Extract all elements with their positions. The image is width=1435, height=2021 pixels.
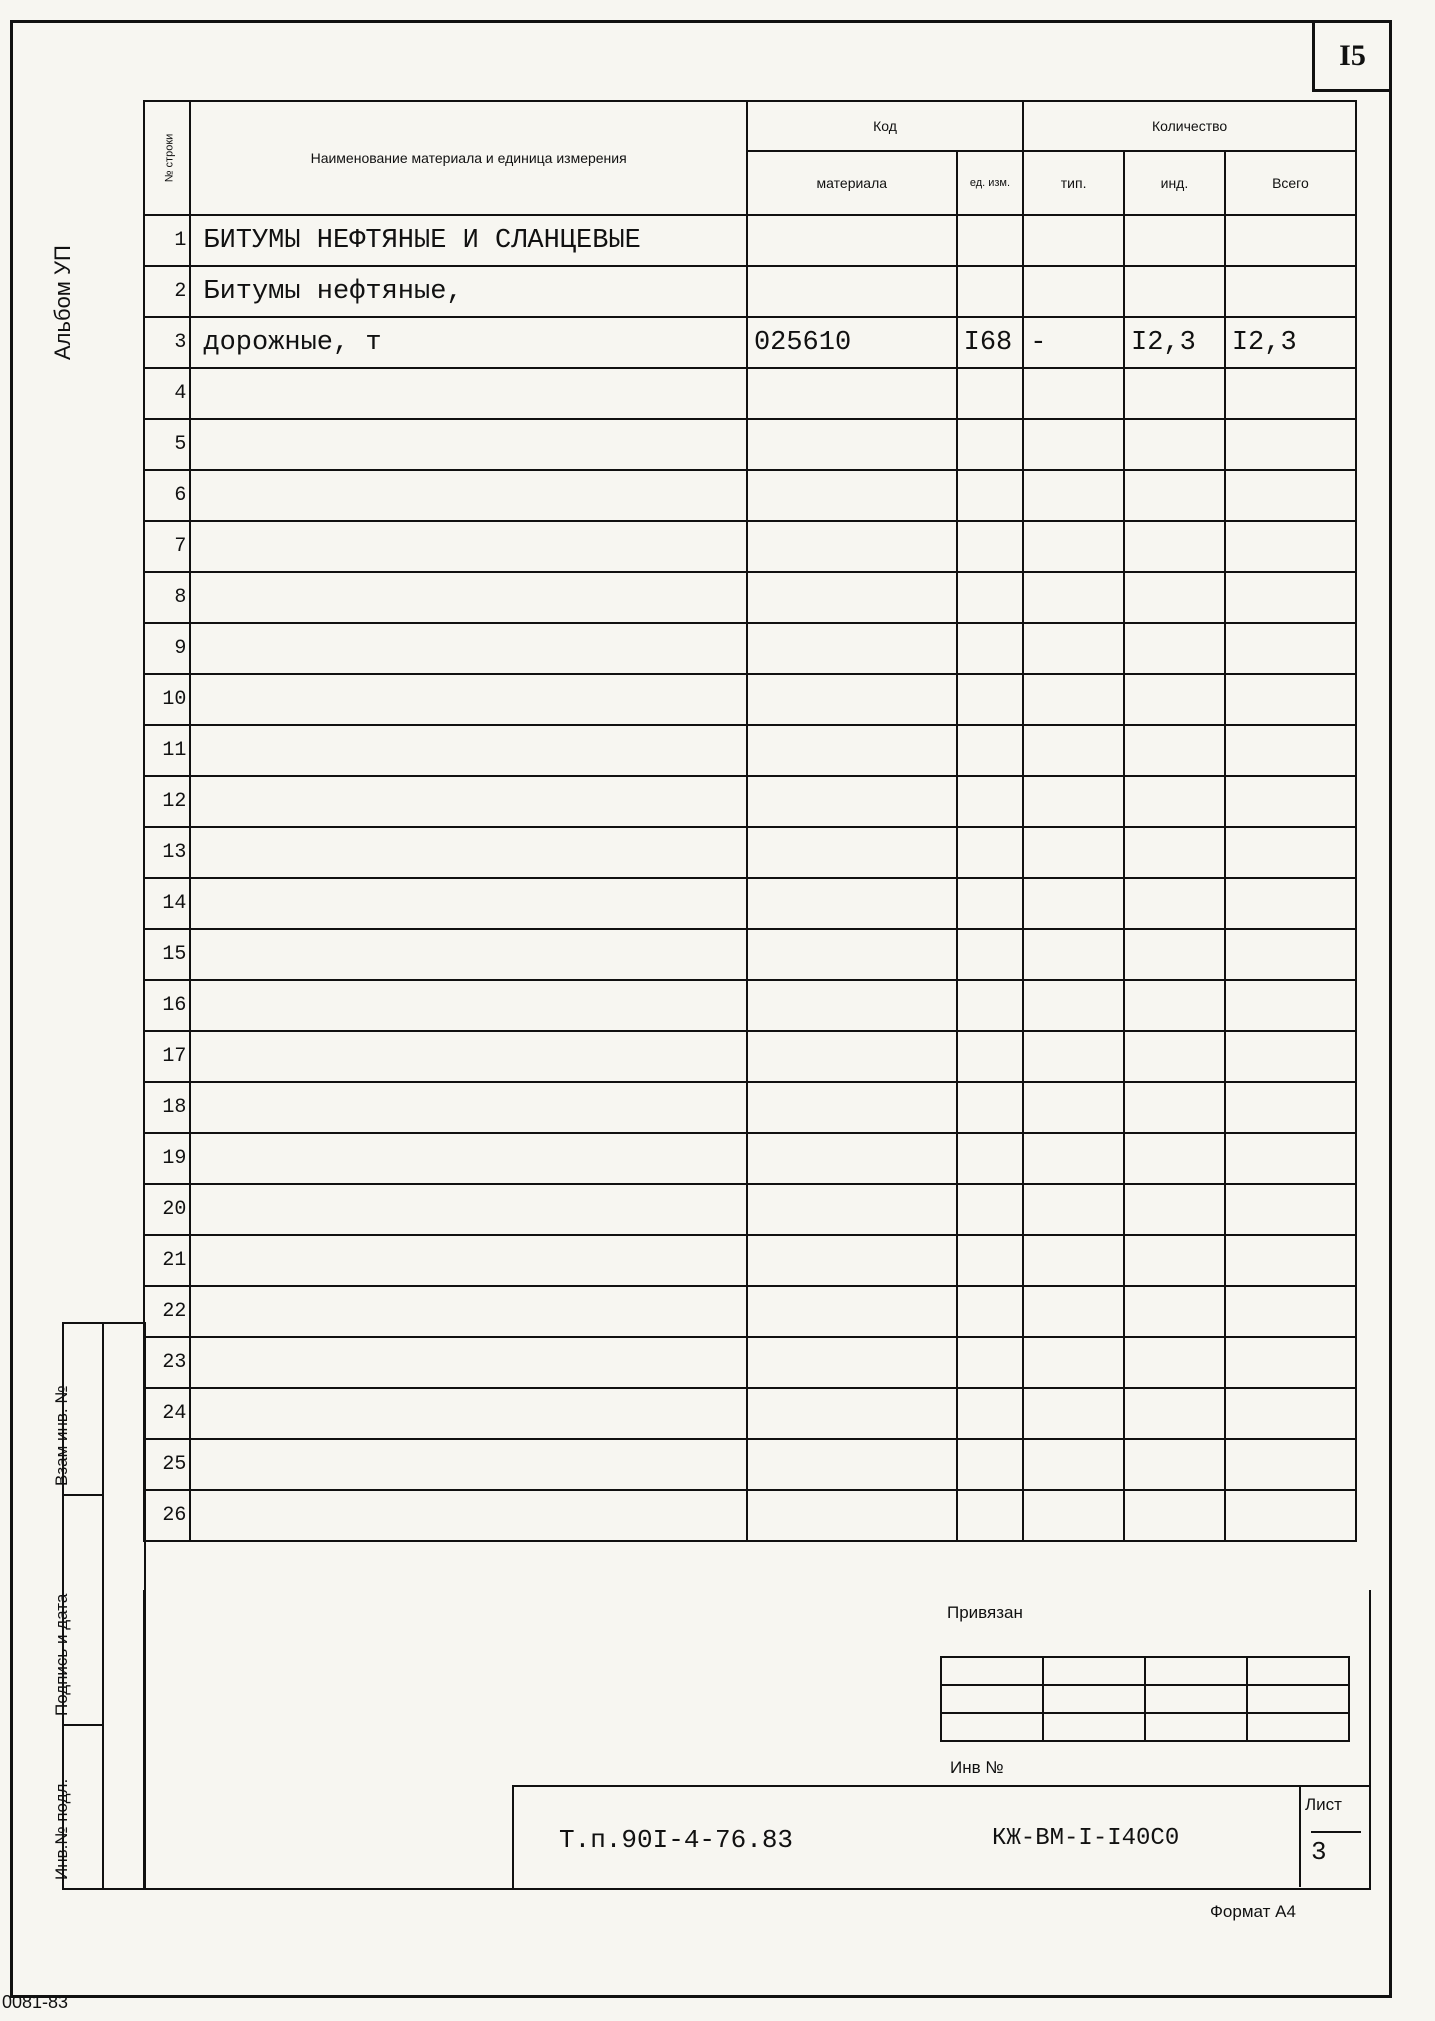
format-label: Формат А4	[1210, 1902, 1296, 1921]
row-number: 18	[144, 1082, 190, 1133]
row-number: 12	[144, 776, 190, 827]
material-name	[190, 878, 747, 929]
unit-code	[957, 929, 1024, 980]
material-name	[190, 980, 747, 1031]
table-row	[144, 368, 1356, 419]
header-row-number: № строки	[144, 101, 190, 215]
material-name	[190, 1337, 747, 1388]
material-name	[190, 1133, 747, 1184]
qty-typ	[1023, 1337, 1124, 1388]
qty-typ	[1023, 470, 1124, 521]
qty-typ: -	[1023, 317, 1124, 368]
table-row	[144, 980, 1356, 1031]
doc-number: Т.п.90I-4-76.83	[559, 1825, 794, 1855]
qty-total	[1225, 419, 1356, 470]
material-code	[747, 1031, 957, 1082]
side-approval-strip	[52, 1322, 146, 1890]
material-code	[747, 419, 957, 470]
inv-podl-label: Инв.№ подл.	[52, 1778, 71, 1880]
row-number: 15	[144, 929, 190, 980]
qty-total	[1225, 623, 1356, 674]
row-number: 14	[144, 878, 190, 929]
material-code	[747, 980, 957, 1031]
qty-total	[1225, 1082, 1356, 1133]
qty-ind	[1124, 929, 1225, 980]
qty-total	[1225, 1286, 1356, 1337]
material-code	[747, 1235, 957, 1286]
row-number: 4	[144, 368, 190, 419]
unit-code	[957, 1031, 1024, 1082]
row-number: 3	[144, 317, 190, 368]
material-code	[747, 470, 957, 521]
table-row	[144, 878, 1356, 929]
doc-code: КЖ-ВМ-I-I40С0	[992, 1825, 1180, 1852]
qty-total	[1225, 368, 1356, 419]
header-quantity-group: Количество	[1023, 101, 1356, 151]
bound-label: Привязан	[947, 1603, 1023, 1622]
table-row	[144, 521, 1356, 572]
qty-ind	[1124, 1235, 1225, 1286]
row-number: 25	[144, 1439, 190, 1490]
unit-code	[957, 470, 1024, 521]
qty-total	[1225, 521, 1356, 572]
qty-ind	[1124, 878, 1225, 929]
unit-code	[957, 623, 1024, 674]
unit-code	[957, 776, 1024, 827]
material-name	[190, 827, 747, 878]
row-number: 26	[144, 1490, 190, 1541]
material-code	[747, 1439, 957, 1490]
qty-ind	[1124, 266, 1225, 317]
table-row	[144, 1490, 1356, 1541]
material-name	[190, 1439, 747, 1490]
table-row	[144, 470, 1356, 521]
qty-ind	[1124, 368, 1225, 419]
material-name	[190, 419, 747, 470]
row-number: 21	[144, 1235, 190, 1286]
unit-code	[957, 572, 1024, 623]
material-code	[747, 1490, 957, 1541]
qty-total	[1225, 1388, 1356, 1439]
qty-typ	[1023, 878, 1124, 929]
qty-ind: I2,3	[1124, 317, 1225, 368]
row-number: 16	[144, 980, 190, 1031]
material-name	[190, 776, 747, 827]
material-code	[747, 1286, 957, 1337]
table-row	[144, 1439, 1356, 1490]
inv-podl-cell	[52, 1726, 104, 1888]
unit-code	[957, 1490, 1024, 1541]
qty-typ	[1023, 419, 1124, 470]
row-number: 23	[144, 1337, 190, 1388]
material-code	[747, 1184, 957, 1235]
row-number: 6	[144, 470, 190, 521]
table-row	[144, 1082, 1356, 1133]
material-code	[747, 1388, 957, 1439]
qty-total	[1225, 1184, 1356, 1235]
qty-ind	[1124, 1082, 1225, 1133]
unit-code	[957, 827, 1024, 878]
qty-typ	[1023, 1439, 1124, 1490]
table-row	[144, 266, 1356, 317]
table-row	[144, 1286, 1356, 1337]
table-row	[144, 1184, 1356, 1235]
material-name: дорожные, т	[190, 317, 747, 368]
row-number: 2	[144, 266, 190, 317]
material-name	[190, 521, 747, 572]
material-code	[747, 572, 957, 623]
header-material-name: Наименование материала и единица измерения	[190, 101, 747, 215]
qty-total	[1225, 1235, 1356, 1286]
qty-ind	[1124, 1490, 1225, 1541]
inv-label: Инв №	[950, 1758, 1004, 1777]
header-total: Всего	[1225, 151, 1356, 215]
qty-total	[1225, 674, 1356, 725]
row-number: 20	[144, 1184, 190, 1235]
material-name	[190, 674, 747, 725]
material-code	[747, 1133, 957, 1184]
table-row	[144, 1337, 1356, 1388]
qty-ind	[1124, 725, 1225, 776]
qty-typ	[1023, 521, 1124, 572]
qty-ind	[1124, 1439, 1225, 1490]
qty-typ	[1023, 1031, 1124, 1082]
table-row	[144, 1388, 1356, 1439]
signature-date-label: Подпись и дата	[52, 1593, 71, 1716]
qty-total	[1225, 980, 1356, 1031]
vzam-inv-label: Взам инв. №	[52, 1385, 71, 1486]
unit-code	[957, 266, 1024, 317]
unit-code	[957, 1082, 1024, 1133]
material-name	[190, 368, 747, 419]
unit-code	[957, 215, 1024, 266]
page-number: I5	[1312, 22, 1390, 92]
row-number: 24	[144, 1388, 190, 1439]
material-name	[190, 725, 747, 776]
qty-typ	[1023, 215, 1124, 266]
unit-code	[957, 1439, 1024, 1490]
unit-code	[957, 1337, 1024, 1388]
qty-typ	[1023, 1235, 1124, 1286]
qty-total	[1225, 929, 1356, 980]
table-row	[144, 725, 1356, 776]
qty-typ	[1023, 1490, 1124, 1541]
table-row	[144, 929, 1356, 980]
vzam-inv-cell	[52, 1324, 104, 1496]
qty-total	[1225, 1031, 1356, 1082]
qty-typ	[1023, 776, 1124, 827]
table-row	[144, 1031, 1356, 1082]
qty-typ	[1023, 674, 1124, 725]
qty-total	[1225, 878, 1356, 929]
materials-table	[143, 100, 1357, 1542]
material-name	[190, 1031, 747, 1082]
qty-total	[1225, 1337, 1356, 1388]
row-number: 10	[144, 674, 190, 725]
row-number: 8	[144, 572, 190, 623]
sheet-number: 3	[1311, 1831, 1361, 1867]
qty-ind	[1124, 1031, 1225, 1082]
qty-ind	[1124, 419, 1225, 470]
qty-total	[1225, 1133, 1356, 1184]
material-name	[190, 929, 747, 980]
qty-ind	[1124, 1337, 1225, 1388]
material-code	[747, 521, 957, 572]
qty-total	[1225, 725, 1356, 776]
unit-code	[957, 1235, 1024, 1286]
table-row	[144, 674, 1356, 725]
row-number: 22	[144, 1286, 190, 1337]
row-number: 7	[144, 521, 190, 572]
unit-code	[957, 1388, 1024, 1439]
qty-ind	[1124, 521, 1225, 572]
qty-typ	[1023, 725, 1124, 776]
qty-total	[1225, 1490, 1356, 1541]
binding-grid	[940, 1656, 1350, 1742]
row-number: 9	[144, 623, 190, 674]
material-code	[747, 827, 957, 878]
qty-typ	[1023, 1286, 1124, 1337]
material-name: БИТУМЫ НЕФТЯНЫЕ И СЛАНЦЕВЫЕ	[190, 215, 747, 266]
header-ind: инд.	[1124, 151, 1225, 215]
row-number: 1	[144, 215, 190, 266]
qty-ind	[1124, 572, 1225, 623]
qty-ind	[1124, 1286, 1225, 1337]
qty-ind	[1124, 215, 1225, 266]
qty-ind	[1124, 827, 1225, 878]
material-code: 025610	[747, 317, 957, 368]
unit-code	[957, 725, 1024, 776]
material-name	[190, 1184, 747, 1235]
qty-total	[1225, 827, 1356, 878]
material-name	[190, 1286, 747, 1337]
qty-typ	[1023, 929, 1124, 980]
unit-code	[957, 878, 1024, 929]
sheet-box	[1299, 1787, 1370, 1887]
material-name	[190, 1388, 747, 1439]
qty-total	[1225, 1439, 1356, 1490]
qty-ind	[1124, 776, 1225, 827]
row-number: 19	[144, 1133, 190, 1184]
material-code	[747, 878, 957, 929]
row-number: 13	[144, 827, 190, 878]
qty-typ	[1023, 1082, 1124, 1133]
qty-ind	[1124, 623, 1225, 674]
qty-total	[1225, 266, 1356, 317]
qty-total: I2,3	[1225, 317, 1356, 368]
row-number: 11	[144, 725, 190, 776]
material-code	[747, 929, 957, 980]
table-row	[144, 623, 1356, 674]
qty-typ	[1023, 827, 1124, 878]
qty-total	[1225, 215, 1356, 266]
unit-code	[957, 419, 1024, 470]
material-code	[747, 776, 957, 827]
material-code	[747, 1082, 957, 1133]
material-code	[747, 674, 957, 725]
table-row	[144, 1235, 1356, 1286]
qty-ind	[1124, 1388, 1225, 1439]
material-name	[190, 572, 747, 623]
material-code	[747, 368, 957, 419]
album-label: Альбом УП	[50, 245, 75, 360]
unit-code: I68	[957, 317, 1024, 368]
table-row	[144, 572, 1356, 623]
material-name: Битумы нефтяные,	[190, 266, 747, 317]
table-row	[144, 827, 1356, 878]
table-row	[144, 215, 1356, 266]
material-code	[747, 215, 957, 266]
qty-typ	[1023, 1184, 1124, 1235]
header-code-group: Код	[747, 101, 1023, 151]
material-code	[747, 725, 957, 776]
material-code	[747, 1337, 957, 1388]
table-row	[144, 419, 1356, 470]
unit-code	[957, 674, 1024, 725]
qty-typ	[1023, 1388, 1124, 1439]
unit-code	[957, 521, 1024, 572]
table-row	[144, 776, 1356, 827]
table-row	[144, 317, 1356, 368]
qty-ind	[1124, 470, 1225, 521]
qty-typ	[1023, 1133, 1124, 1184]
material-code	[747, 623, 957, 674]
title-block	[512, 1785, 1371, 1890]
unit-code	[957, 980, 1024, 1031]
material-name	[190, 470, 747, 521]
qty-total	[1225, 776, 1356, 827]
qty-typ	[1023, 980, 1124, 1031]
header-unit-code: ед. изм.	[957, 151, 1024, 215]
material-name	[190, 1235, 747, 1286]
unit-code	[957, 368, 1024, 419]
sheet-label: Лист	[1305, 1795, 1342, 1814]
scan-id: 0081-83	[2, 1992, 69, 2012]
qty-ind	[1124, 1184, 1225, 1235]
qty-typ	[1023, 572, 1124, 623]
header-material-code: материала	[747, 151, 957, 215]
table-row	[144, 1133, 1356, 1184]
unit-code	[957, 1286, 1024, 1337]
qty-ind	[1124, 674, 1225, 725]
row-number: 17	[144, 1031, 190, 1082]
signature-date-cell	[52, 1496, 104, 1726]
qty-ind	[1124, 1133, 1225, 1184]
material-name	[190, 623, 747, 674]
qty-ind	[1124, 980, 1225, 1031]
row-number: 5	[144, 419, 190, 470]
qty-total	[1225, 572, 1356, 623]
qty-total	[1225, 470, 1356, 521]
qty-typ	[1023, 368, 1124, 419]
material-name	[190, 1490, 747, 1541]
qty-typ	[1023, 623, 1124, 674]
material-name	[190, 1082, 747, 1133]
unit-code	[957, 1133, 1024, 1184]
unit-code	[957, 1184, 1024, 1235]
qty-typ	[1023, 266, 1124, 317]
header-typ: тип.	[1023, 151, 1124, 215]
material-code	[747, 266, 957, 317]
